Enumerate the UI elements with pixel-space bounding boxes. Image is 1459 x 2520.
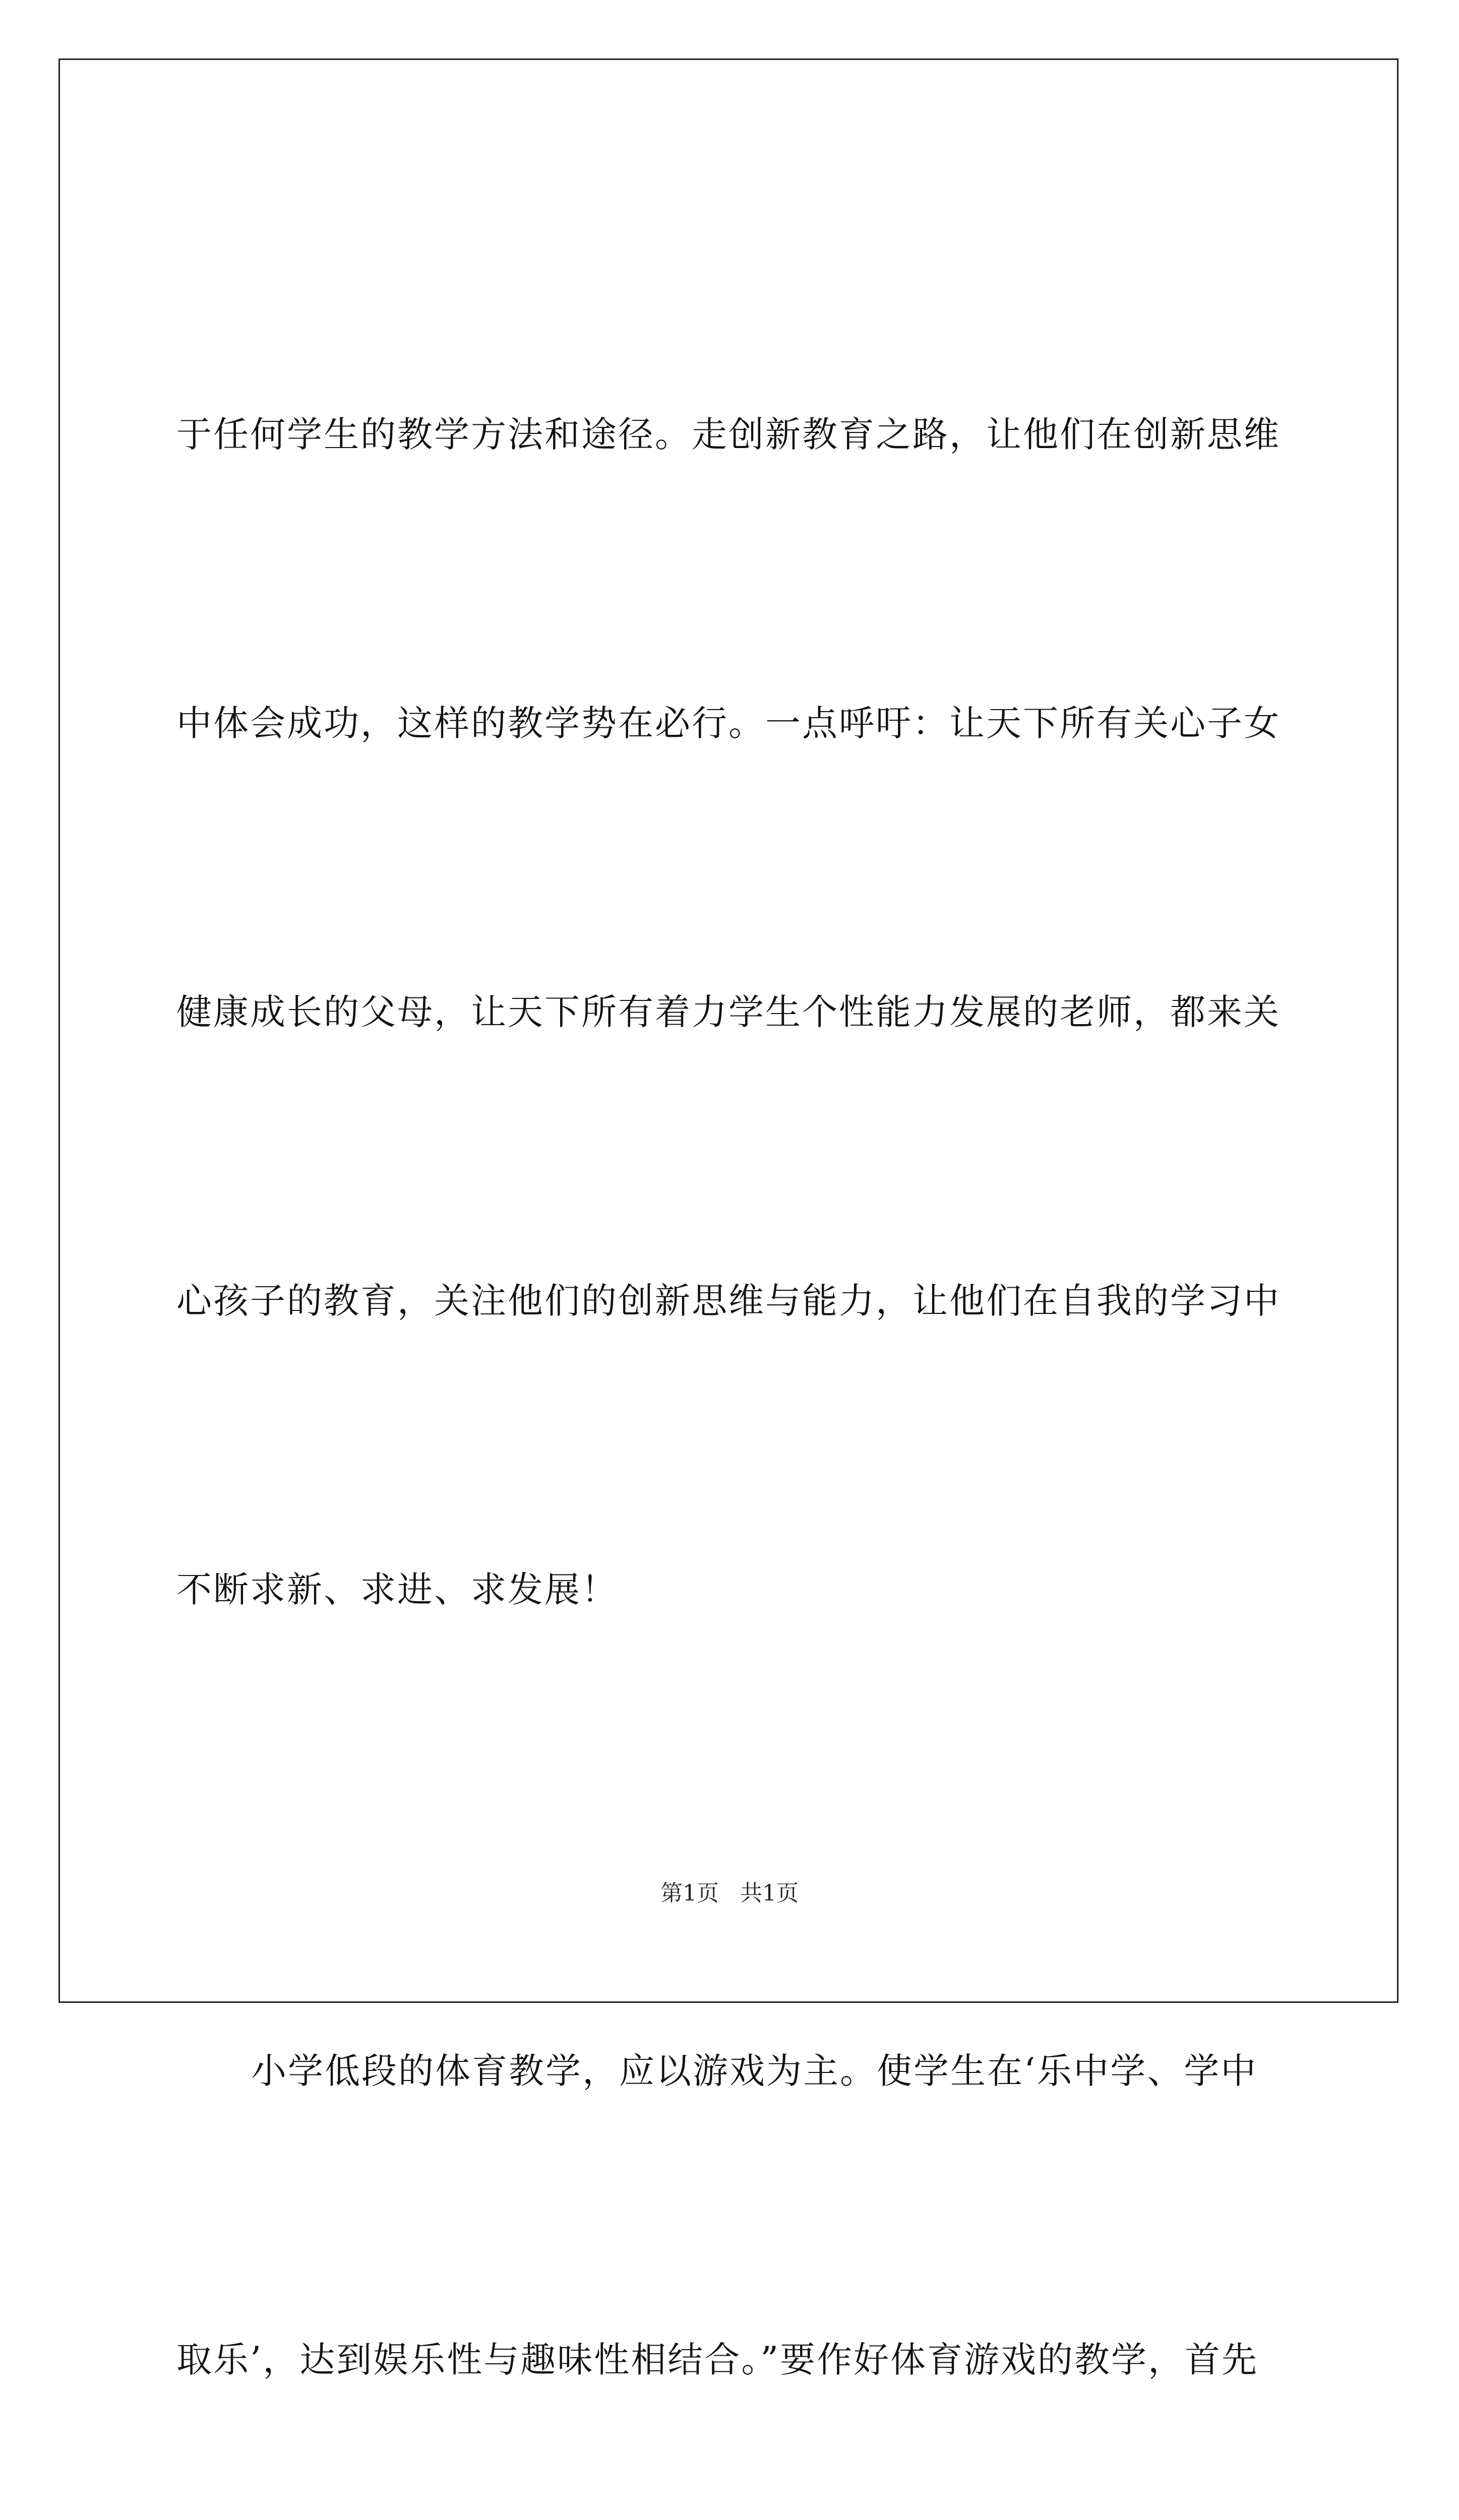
text-line: 健康成长的父母，让天下所有着力学生个性能力发展的老师，都来关 [176,991,1281,1033]
text-line: 中体会成功，这样的教学势在必行。一点呼吁：让天下所有关心子女 [176,703,1281,744]
text-line: 不断求新、求进、求发展！ [176,1569,618,1610]
text-line: 心孩子的教育，关注他们的创新思维与能力，让他们在自我的学习中 [176,1280,1281,1321]
page-number: 第1页 [660,1880,719,1906]
page-footer [0,1875,1459,1907]
document-body [176,194,1286,2520]
text-line: 取乐’，达到娱乐性与趣味性相结合。”要作好体育游戏的教学，首先 [176,2339,1259,2380]
paragraph-2 [176,1831,1286,2520]
paragraph-1 [176,194,1286,1831]
text-line: 于任何学生的教学方法和途径。走创新教育之路，让他们在创新思维 [176,414,1281,455]
text-line: 小学低段的体育教学，应以游戏为主。使学生在‘乐中学、学中 [251,2050,1258,2092]
page-total: 共1页 [740,1880,799,1906]
